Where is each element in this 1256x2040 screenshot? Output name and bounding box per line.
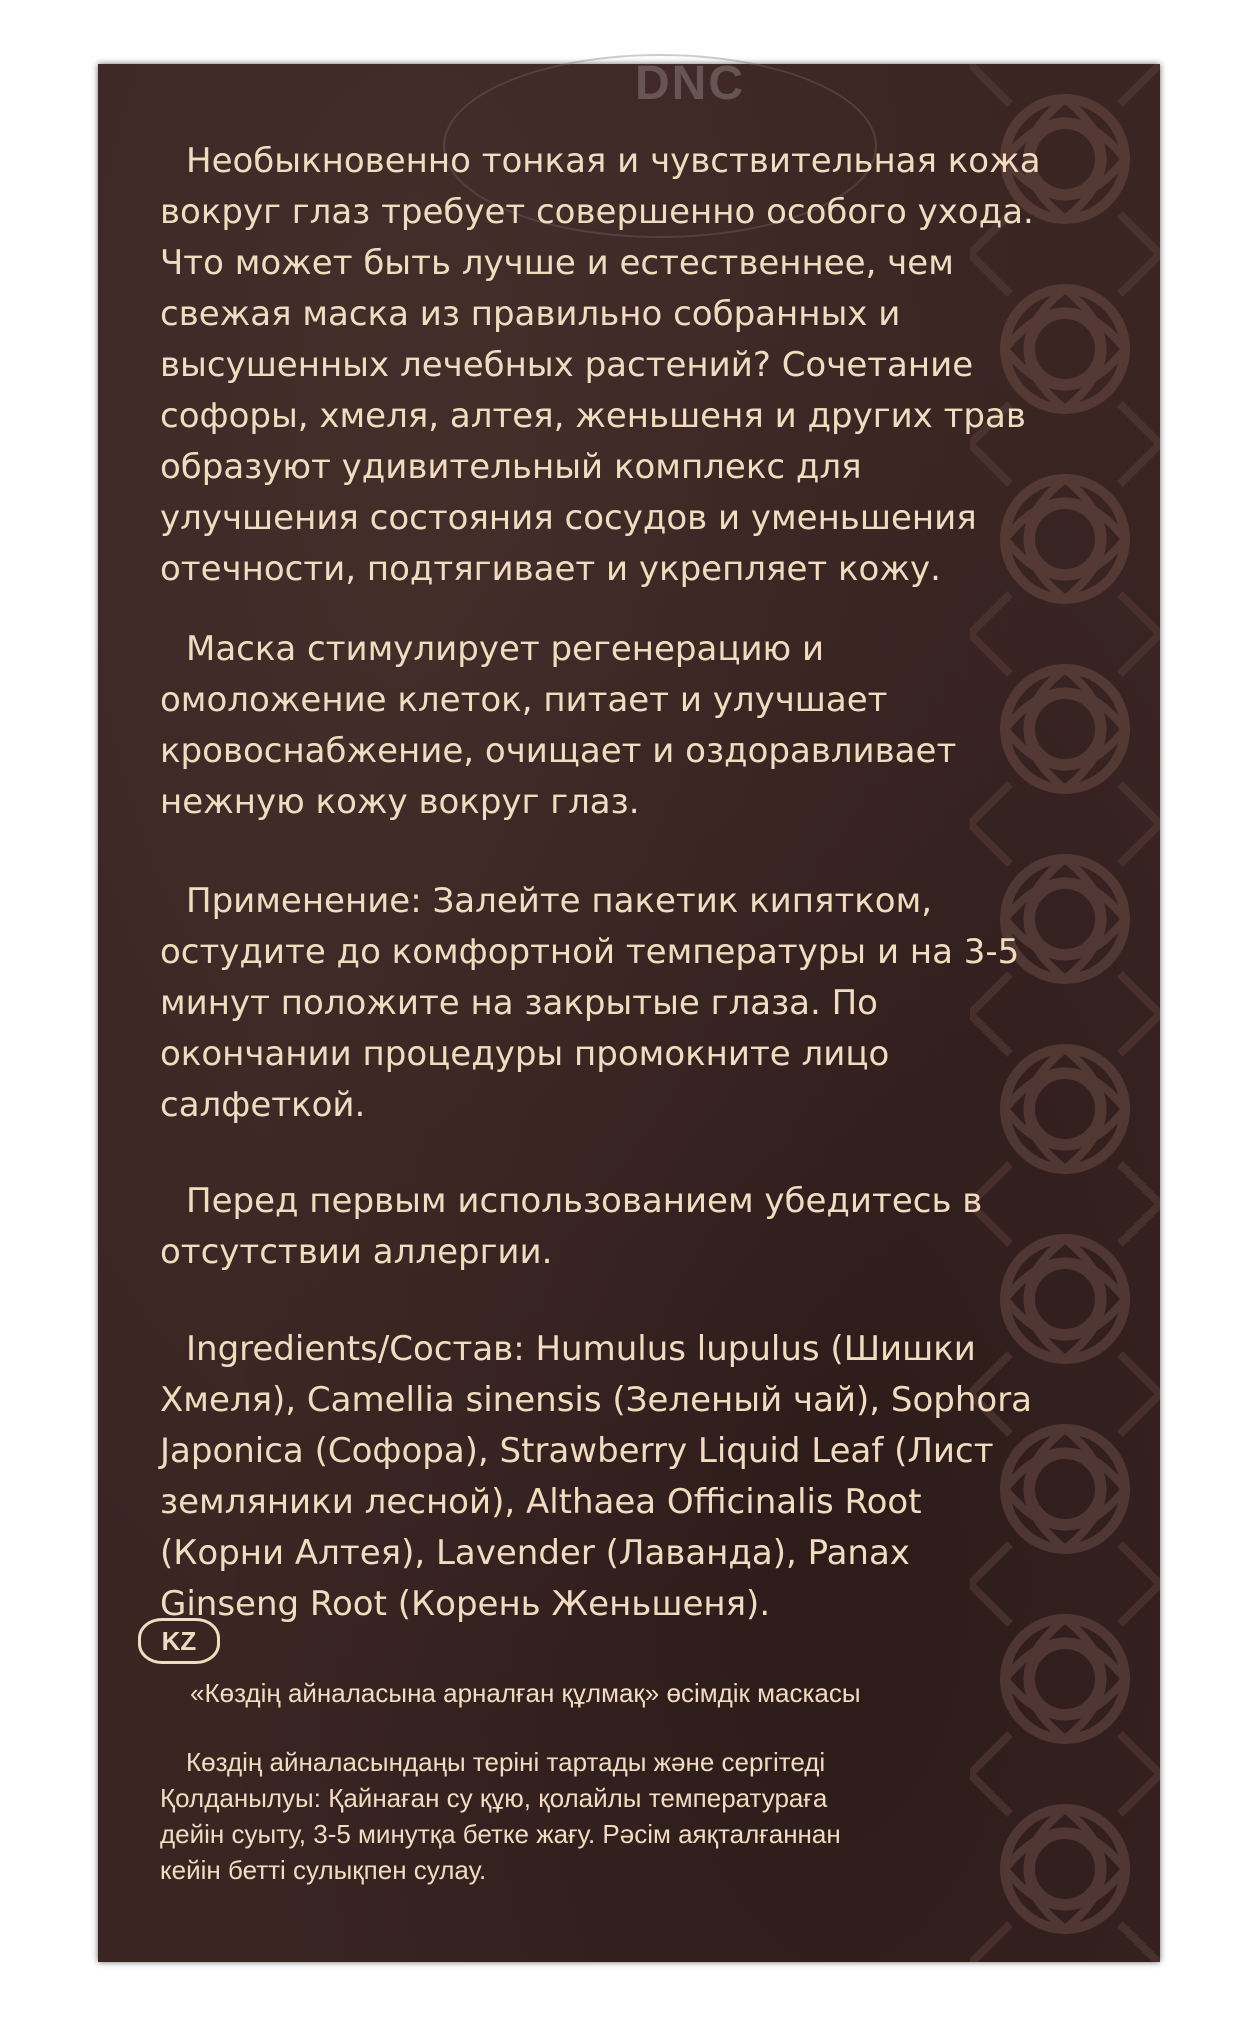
allergy-warning-text: Перед первым использованием убедитесь в отсутствии аллергии. (160, 1181, 983, 1272)
allergy-warning-paragraph (160, 1176, 1080, 1278)
kz-language-badge: KZ (138, 1618, 220, 1664)
ingredients-paragraph (160, 1324, 1080, 1630)
kz-description-text: Көздің айналасындаңы теріні тартады және сергітеді Қолданылуы: Қайнаған су құю, қолайлы температураға дейін суыту, 3-5 минутқа бетке жағу. Рәсім аяқталғаннан кейін бетті сулықпен сулау. (160, 1747, 841, 1885)
benefits-paragraph (160, 624, 1080, 828)
description-paragraph (160, 136, 1080, 595)
usage-paragraph (160, 876, 1080, 1131)
ingredients-text: Ingredients/Состав: Humulus lupulus (Шишки Хмеля), Camellia sinensis (Зеленый чай), Sophora Japonica (Софора), Strawberry Liquid Leaf (Лист земляники лесной), Althaea Officinalis Root (Корни Алтея), Lavender (Лаванда), Panax Ginseng Root (Корень Женьшеня). (160, 1329, 1033, 1624)
benefits-text: Маска стимулирует регенерацию и омоложение клеток, питает и улучшает кровоснабжение, очищает и оздоравливает нежную кожу вокруг глаз. (160, 629, 957, 822)
usage-text: Применение: Залейте пакетик кипятком, остудите до комфортной температуры и на 3-5 минут положите на закрытые глаза. По окончании процедуры промокните лицо салфеткой. (160, 881, 1020, 1125)
package-back-panel (98, 57, 1160, 1962)
description-text: Необыкновенно тонкая и чувствительная кожа вокруг глаз требует совершенно особого ухода. Что может быть лучше и естественнее, чем свежая маска из правильно собранных и высушенных лечебных растений? Сочетание софоры, хмеля, алтея, женьшеня и других трав образуют удивительный комплекс для улучшения состояния сосудов и уменьшения отечности, подтягивает и укрепляет кожу. (160, 141, 1041, 589)
kz-product-title: «Көздің айналасына арналған құлмақ» өсімдік маскасы (190, 1678, 861, 1708)
brand-logo: DNC (635, 57, 745, 110)
